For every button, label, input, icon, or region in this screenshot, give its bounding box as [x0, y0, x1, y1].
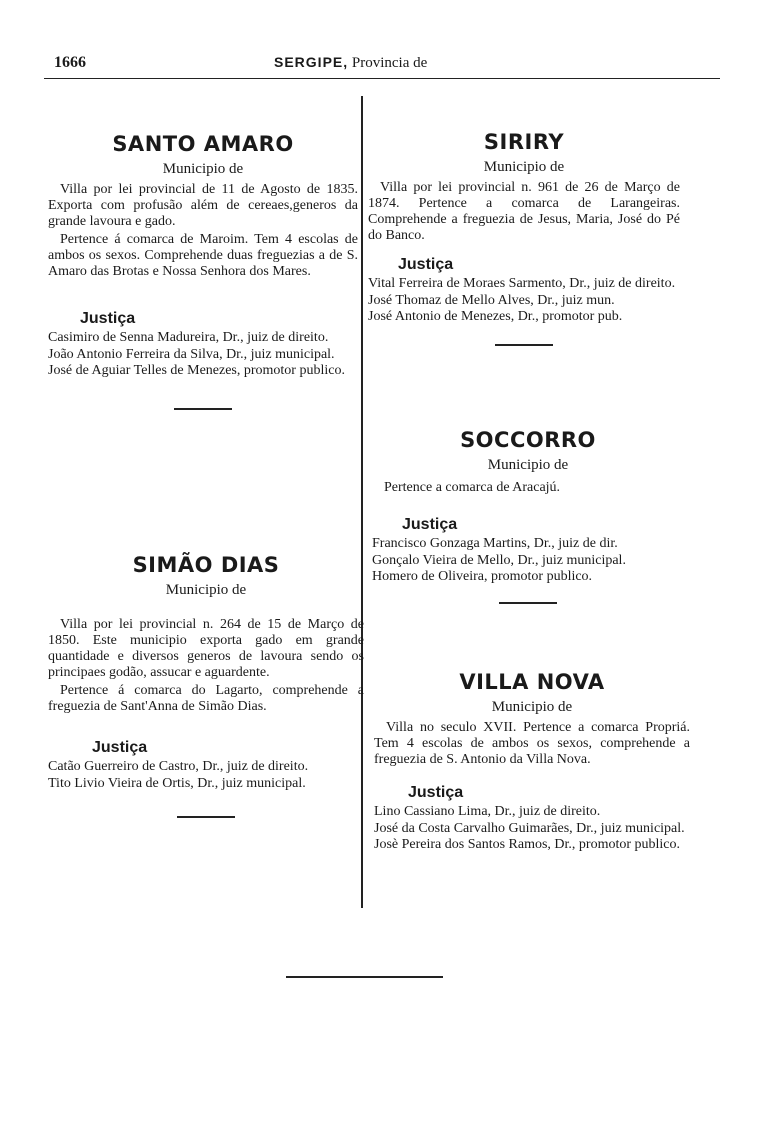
- section-paragraph: Villa por lei provincial n. 264 de 15 de Março de 1850. Este municipio exporta gado em grande quantidade e diversos generos de lavoura sendo os principaes godão, assucar e aguardente.: [48, 617, 364, 680]
- justica-heading: Justiça: [80, 310, 136, 327]
- justica-entry: José Antonio de Menezes, Dr., promotor pub.: [368, 309, 623, 324]
- section-paragraph: Pertence á comarca de Maroim. Tem 4 escolas de ambos os sexos. Comprehende duas freguezias a de S. Amaro das Brotas e Nossa Senhora dos Mares.: [48, 232, 358, 279]
- running-title-bold: SERGIPE,: [274, 54, 349, 70]
- running-title-rest: Provincia de: [348, 55, 428, 71]
- section-subtitle: Municipio de: [483, 159, 565, 175]
- section-subtitle: Municipio de: [162, 161, 244, 177]
- justica-entry: José Thomaz de Mello Alves, Dr., juiz mun.: [368, 292, 615, 308]
- justica-heading: Justiça: [408, 784, 464, 801]
- justica-heading: Justiça: [92, 739, 148, 756]
- justica-entry: Vital Ferreira de Moraes Sarmento, Dr., juiz de direito.: [368, 276, 676, 291]
- section-title: SANTO AMARO: [112, 132, 294, 156]
- section-subtitle: Municipio de: [487, 457, 569, 473]
- section-separator: [499, 602, 557, 604]
- section-paragraph: Pertence a comarca de Aracajú.: [384, 480, 561, 495]
- section-soccorro: [372, 426, 684, 604]
- section-subtitle: Municipio de: [491, 699, 573, 715]
- justica-entry: Gonçalo Vieira de Mello, Dr., juiz municipal.: [372, 552, 626, 568]
- page-header: [48, 54, 709, 78]
- justica-entry: José de Aguiar Telles de Menezes, promotor publico.: [48, 363, 345, 378]
- section-paragraph: Villa por lei provincial n. 961 de 26 de Março de 1874. Pertence a comarca de Larangeiras. Comprehende a freguezia de Jesus, Maria, José do Pé do Banco.: [368, 180, 680, 243]
- justica-entry: João Antonio Ferreira da Silva, Dr., juiz municipal.: [48, 346, 335, 362]
- section-title: SIMÃO DIAS: [132, 553, 280, 577]
- justica-entry: Tito Livio Vieira de Ortis, Dr., juiz municipal.: [48, 775, 306, 791]
- section-santo-amaro: [48, 130, 358, 410]
- justica-entry: Catão Guerreiro de Castro, Dr., juiz de direito.: [48, 759, 309, 774]
- section-siriry: [368, 128, 680, 346]
- section-title: SIRIRY: [483, 130, 565, 154]
- section-separator: [177, 816, 235, 818]
- section-simao-dias: [48, 551, 364, 818]
- running-title: [274, 54, 427, 72]
- justica-entry: Casimiro de Senna Madureira, Dr., juiz de direito.: [48, 330, 329, 345]
- section-subtitle: Municipio de: [165, 582, 247, 598]
- justica-entry: Josè Pereira dos Santos Ramos, Dr., promotor publico.: [374, 837, 681, 852]
- section-separator: [174, 408, 232, 410]
- justica-heading: Justiça: [402, 516, 458, 533]
- header-rule: [44, 78, 720, 79]
- justica-entry: Lino Cassiano Lima, Dr., juiz de direito.: [374, 804, 601, 819]
- page-number: 1666: [54, 54, 86, 71]
- justica-entry: José da Costa Carvalho Guimarães, Dr., juiz municipal.: [374, 820, 685, 836]
- section-paragraph: Villa no seculo XVII. Pertence a comarca Propriá. Tem 4 escolas de ambos os sexos, comprehende a freguezia de S. Antonio da Villa Nova.: [374, 720, 690, 767]
- section-paragraph: Villa por lei provincial de 11 de Agosto de 1835. Exporta com profusão além de cereaes,generos da grande lavoura e gado.: [48, 182, 358, 229]
- section-title: SOCCORRO: [460, 428, 596, 452]
- footer-rule: [286, 976, 443, 978]
- justica-heading: Justiça: [398, 256, 454, 273]
- section-paragraph: Pertence á comarca do Lagarto, comprehende a freguezia de Sant'Anna de Simão Dias.: [48, 683, 364, 714]
- justica-entry: Homero de Oliveira, promotor publico.: [372, 569, 593, 584]
- section-villa-nova: [374, 668, 690, 854]
- section-separator: [495, 344, 553, 346]
- justica-entry: Francisco Gonzaga Martins, Dr., juiz de dir.: [372, 536, 618, 551]
- section-title: VILLA NOVA: [459, 670, 605, 694]
